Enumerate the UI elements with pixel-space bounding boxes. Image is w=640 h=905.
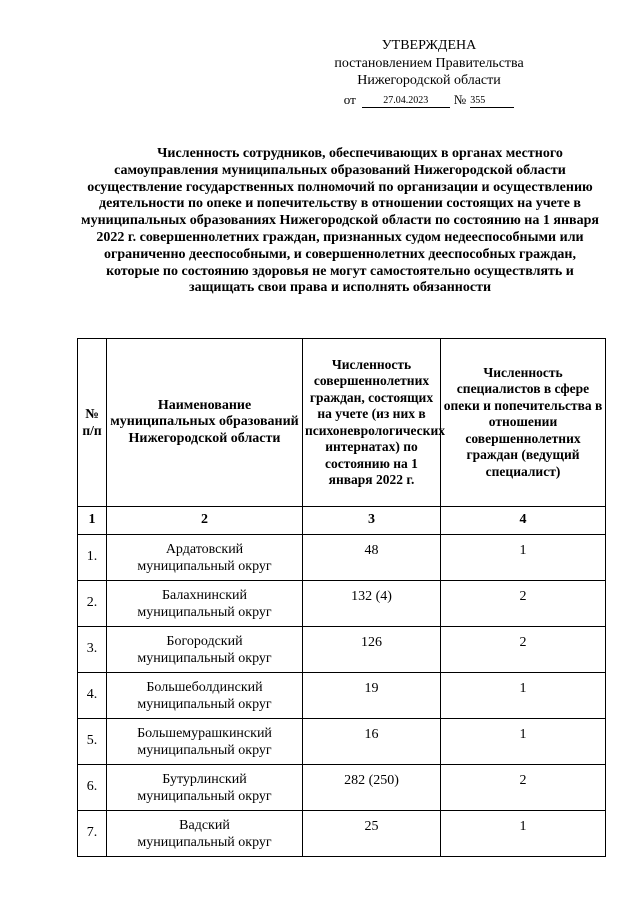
municipality-type: муниципальный округ	[137, 742, 272, 758]
approval-line-1: постановлением Правительства	[334, 55, 524, 71]
row-municipality	[107, 673, 303, 719]
row-municipality	[107, 811, 303, 857]
approval-date-line	[318, 91, 540, 109]
municipality-name: Бутурлинский	[162, 772, 247, 787]
row-number: 2.	[78, 581, 107, 627]
approval-number: 355	[470, 95, 514, 108]
row-number: 5.	[78, 719, 107, 765]
row-municipality	[107, 627, 303, 673]
table-row	[78, 765, 606, 811]
table-row	[78, 627, 606, 673]
row-citizens: 16	[303, 719, 441, 765]
approval-line-2: Нижегородской области	[357, 73, 501, 88]
row-municipality	[107, 581, 303, 627]
document-title: Численность сотрудников, обеспечивающих в органах местного самоуправления муниципальных образований Нижегородской области осуществление государственных полномочий по организации и осуществлению деятельности по опеке и попечительству в отношении состоящих на учете в муниципальных образованиях Нижегородской области по состоянию на 1 января 2022 г. совершеннолетних граждан, признанных судом недееспособными или ограниченно дееспособными, и совершеннолетних дееспособных граждан, которые по состоянию здоровья не могут самостоятельно осуществлять и защищать свои права и исполнять обязанности	[81, 146, 599, 296]
row-specialists: 1	[441, 673, 606, 719]
municipality-type: муниципальный округ	[137, 650, 272, 666]
approval-number-label: №	[453, 91, 467, 107]
header-municipality: Наименование муниципальных образований Нижегородской области	[107, 339, 303, 507]
row-citizens: 19	[303, 673, 441, 719]
municipality-name: Богородский	[166, 634, 243, 649]
header-number: № п/п	[78, 339, 107, 507]
table-row	[78, 581, 606, 627]
column-number: 2	[107, 507, 303, 535]
table-row	[78, 535, 606, 581]
row-specialists: 2	[441, 581, 606, 627]
row-specialists: 1	[441, 719, 606, 765]
approval-date: 27.04.2023	[362, 95, 450, 108]
column-number: 3	[303, 507, 441, 535]
approval-from-label: от	[343, 91, 356, 107]
table-row	[78, 811, 606, 857]
row-specialists: 1	[441, 535, 606, 581]
municipality-type: муниципальный округ	[137, 604, 272, 620]
row-citizens: 126	[303, 627, 441, 673]
row-citizens: 25	[303, 811, 441, 857]
header-citizens: Численность совершеннолетних граждан, состоящих на учете (из них в психоневрологических интернатах) по состоянию на 1 января 2022 г.	[303, 339, 441, 507]
column-number: 4	[441, 507, 606, 535]
row-citizens: 282 (250)	[303, 765, 441, 811]
row-municipality	[107, 765, 303, 811]
municipality-name: Ардатовский	[165, 542, 244, 557]
municipality-type: муниципальный округ	[137, 788, 272, 804]
municipality-type: муниципальный округ	[137, 558, 272, 574]
municipality-name: Большеболдинский	[146, 680, 263, 695]
row-municipality	[107, 719, 303, 765]
row-number: 7.	[78, 811, 107, 857]
header-specialists: Численность специалистов в сфере опеки и попечительства в отношении совершеннолетних граждан (ведущий специалист)	[441, 339, 606, 507]
row-number: 6.	[78, 765, 107, 811]
row-specialists: 2	[441, 627, 606, 673]
row-number: 3.	[78, 627, 107, 673]
row-citizens: 48	[303, 535, 441, 581]
row-citizens: 132 (4)	[303, 581, 441, 627]
municipality-type: муниципальный округ	[137, 834, 272, 850]
table-row	[78, 719, 606, 765]
row-number: 1.	[78, 535, 107, 581]
row-municipality	[107, 535, 303, 581]
row-number: 4.	[78, 673, 107, 719]
table-row	[78, 673, 606, 719]
municipality-name: Большемурашкинский	[137, 726, 272, 741]
municipality-type: муниципальный округ	[137, 696, 272, 712]
row-specialists: 1	[441, 811, 606, 857]
municipality-name: Балахнинский	[161, 588, 248, 603]
approval-title: УТВЕРЖДЕНА	[381, 38, 477, 53]
row-specialists: 2	[441, 765, 606, 811]
municipality-name: Вадский	[179, 818, 230, 833]
column-number: 1	[78, 507, 107, 535]
approval-stamp	[318, 37, 540, 108]
column-numbers-row	[78, 507, 606, 535]
staff-table	[77, 338, 606, 857]
table-header-row	[78, 339, 606, 507]
